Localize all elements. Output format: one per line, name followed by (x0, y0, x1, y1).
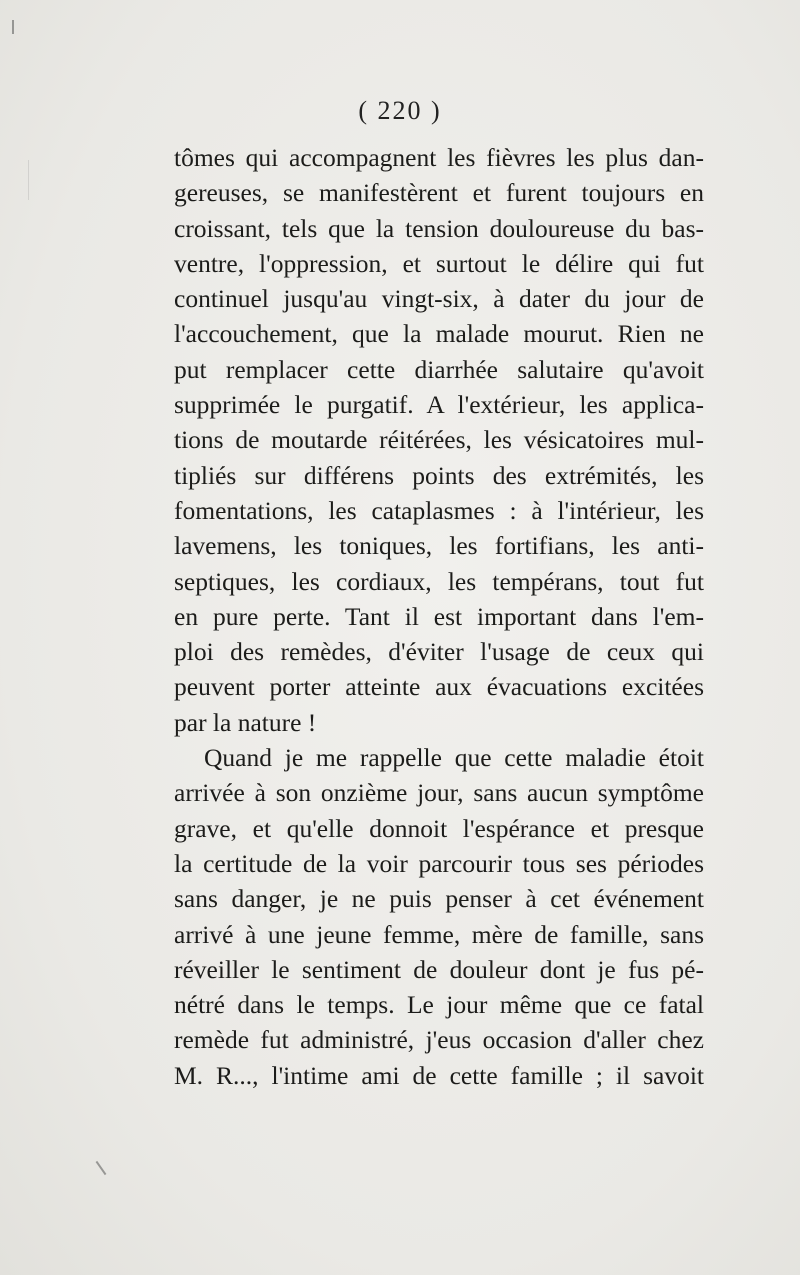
text-line: croissant, tels que la tension douloureuse du bas- (174, 213, 704, 243)
text-line: tipliés sur différens points des extrémités, les (174, 460, 704, 490)
text-line: gereuses, se manifestèrent et furent toujours en (174, 178, 704, 208)
text-line: arrivée à son onzième jour, sans aucun symptôme (174, 778, 704, 808)
text-line: nétré dans le temps. Le jour même que ce fatal (174, 990, 704, 1020)
body-text (174, 140, 704, 1093)
text-line: tions de moutarde réitérées, les vésicatoires mul- (174, 425, 704, 455)
text-line: l'accouchement, que la malade mourut. Rien ne (174, 319, 704, 349)
text-line: en pure perte. Tant il est important dans l'em- (174, 601, 704, 631)
text-line: fomentations, les cataplasmes : à l'intérieur, les (174, 495, 704, 525)
text-line: peuvent porter atteinte aux évacuations excitées (174, 672, 704, 702)
text-line: ventre, l'oppression, et surtout le délire qui fut (174, 248, 704, 278)
text-line: supprimée le purgatif. A l'extérieur, les applica- (174, 390, 704, 420)
text-line: continuel jusqu'au vingt-six, à dater du jour de (174, 284, 704, 314)
text-line: réveiller le sentiment de douleur dont je fus pé- (174, 954, 704, 984)
text-line: septiques, les cordiaux, les tempérans, tout fut (174, 566, 704, 596)
paragraph-start-line: Quand je me rappelle que cette maladie étoit (204, 743, 704, 773)
margin-speck (96, 1161, 107, 1175)
text-line: lavemens, les toniques, les fortifians, les anti- (174, 531, 704, 561)
text-line: M. R..., l'intime ami de cette famille ; il savoit (174, 1060, 704, 1090)
text-line: put remplacer cette diarrhée salutaire qu'avoit (174, 354, 704, 384)
text-line: ploi des remèdes, d'éviter l'usage de ceux qui (174, 637, 704, 667)
text-line: sans danger, je ne puis penser à cet événement (174, 884, 704, 914)
text-line: tômes qui accompagnent les fièvres les plus dan- (174, 143, 704, 172)
paragraph-end-line: par la nature ! (174, 707, 317, 737)
text-line: remède fut administré, j'eus occasion d'aller chez (174, 1025, 704, 1055)
margin-shadow (28, 160, 29, 200)
text-line: la certitude de la voir parcourir tous ses périodes (174, 848, 704, 878)
text-line: grave, et qu'elle donnoit l'espérance et presque (174, 813, 704, 843)
text-line: arrivé à une jeune femme, mère de famille, sans (174, 919, 704, 949)
page-number: ( 220 ) (358, 96, 442, 125)
margin-speck (12, 20, 14, 34)
